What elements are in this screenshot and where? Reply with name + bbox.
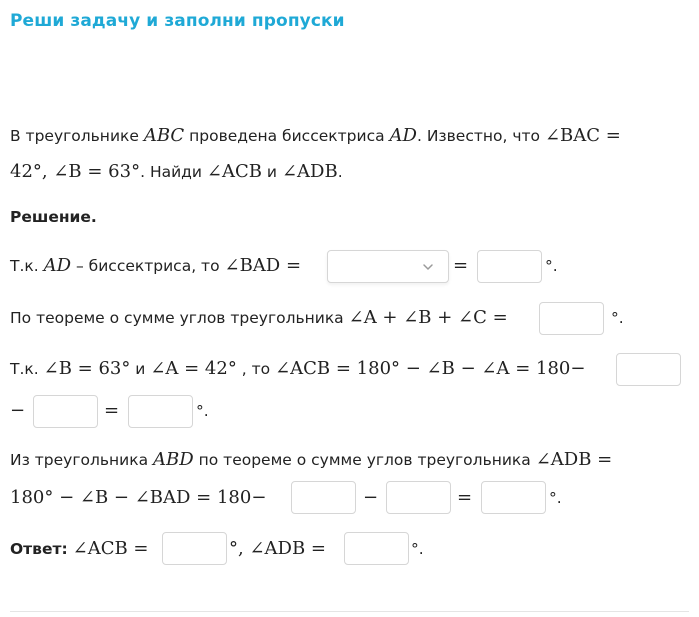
- step-3-text: [10, 357, 585, 381]
- answer-input-acb-2[interactable]: [33, 395, 98, 428]
- equals-sign: =: [104, 400, 120, 421]
- step-4-text: [10, 448, 612, 472]
- problem-text: и: [262, 163, 282, 181]
- final-adb-field[interactable]: [345, 533, 408, 564]
- math-answer-adb: °, ∠ADB =: [229, 538, 326, 559]
- answer-label: Ответ:: [10, 540, 68, 558]
- math-angle-b: ∠B = 63°: [43, 358, 131, 379]
- bisector-name: AD: [43, 255, 72, 276]
- math-angle-acb-expr: ∠ACB = 180° − ∠B − ∠A = 180−: [275, 358, 586, 379]
- math-given-angles: 42°, ∠B = 63°: [10, 161, 141, 182]
- divider: [10, 611, 689, 612]
- bisector-name: AD: [389, 125, 417, 146]
- step-text: Т.к.: [10, 360, 44, 378]
- final-input-acb[interactable]: [162, 532, 227, 565]
- triangle-name: ABC: [143, 125, 185, 146]
- degree-suffix: °.: [545, 257, 558, 275]
- adb-result-field[interactable]: [482, 482, 545, 513]
- answer-input-acb-result[interactable]: [128, 395, 193, 428]
- acb-term-1-field[interactable]: [617, 354, 680, 385]
- answer-input-adb-1[interactable]: [291, 481, 356, 514]
- math-angle-a: ∠A = 42°: [150, 358, 237, 379]
- angle-sum-field[interactable]: [540, 303, 603, 334]
- acb-result-field[interactable]: [129, 396, 192, 427]
- bad-value-field[interactable]: [478, 251, 541, 282]
- answer-input-acb-1[interactable]: [616, 353, 681, 386]
- step-2-text: [10, 306, 508, 330]
- math-angle-adb: ∠ADB =: [535, 449, 613, 470]
- step-text: – биссектриса, то: [71, 257, 225, 275]
- answer-input-bad[interactable]: [477, 250, 542, 283]
- step-text: Т.к.: [10, 257, 44, 275]
- answer-input-adb-result[interactable]: [481, 481, 546, 514]
- step-text: по теореме о сумме углов треугольника: [193, 451, 536, 469]
- answer-line: [10, 537, 149, 561]
- problem-text: . Известно, что: [416, 127, 545, 145]
- acb-term-2-field[interactable]: [34, 396, 97, 427]
- step-text: Из треугольника: [10, 451, 154, 469]
- math-angle-bad: ∠BAD =: [224, 255, 302, 276]
- math-answer-acb: ∠ACB =: [72, 538, 149, 559]
- answer-input-angle-sum[interactable]: [539, 302, 604, 335]
- step-5-expr: 180° − ∠B − ∠BAD = 180−: [10, 487, 267, 508]
- math-angle-acb: ∠ACB: [206, 161, 262, 182]
- math-angle-adb: ∠ADB: [281, 161, 338, 182]
- math-angle-sum: ∠A + ∠B + ∠C =: [348, 307, 508, 328]
- chevron-down-icon: [421, 260, 435, 274]
- degree-suffix: °.: [549, 489, 562, 507]
- answer-input-adb-2[interactable]: [386, 481, 451, 514]
- problem-text: .: [337, 163, 343, 181]
- step-text: , то: [236, 360, 276, 378]
- final-acb-field[interactable]: [163, 533, 226, 564]
- adb-term-1-field[interactable]: [292, 482, 355, 513]
- final-input-adb[interactable]: [344, 532, 409, 565]
- degree-suffix: °.: [411, 540, 424, 558]
- step-1-text: [10, 254, 301, 278]
- task-title: Реши задачу и заполни пропуски: [10, 11, 345, 31]
- angle-select-dropdown[interactable]: [327, 250, 449, 283]
- step-text: По теореме о сумме углов треугольника: [10, 309, 349, 327]
- triangle-name: ABD: [153, 449, 194, 470]
- adb-term-2-field[interactable]: [387, 482, 450, 513]
- solution-heading: Решение.: [10, 208, 97, 226]
- step-text: и: [130, 360, 151, 378]
- problem-line-1: [10, 124, 621, 148]
- problem-text: . Найди: [140, 163, 207, 181]
- problem-line-2: [10, 160, 343, 184]
- equals-sign: =: [453, 255, 469, 276]
- problem-text: проведена биссектриса: [184, 127, 390, 145]
- minus-sign: −: [363, 487, 379, 508]
- problem-text: В треугольнике: [10, 127, 144, 145]
- degree-suffix: °.: [611, 309, 624, 327]
- minus-sign: −: [10, 400, 26, 421]
- math-angle-bac: ∠BAC =: [544, 125, 621, 146]
- degree-suffix: °.: [196, 402, 209, 420]
- equals-sign: =: [457, 487, 473, 508]
